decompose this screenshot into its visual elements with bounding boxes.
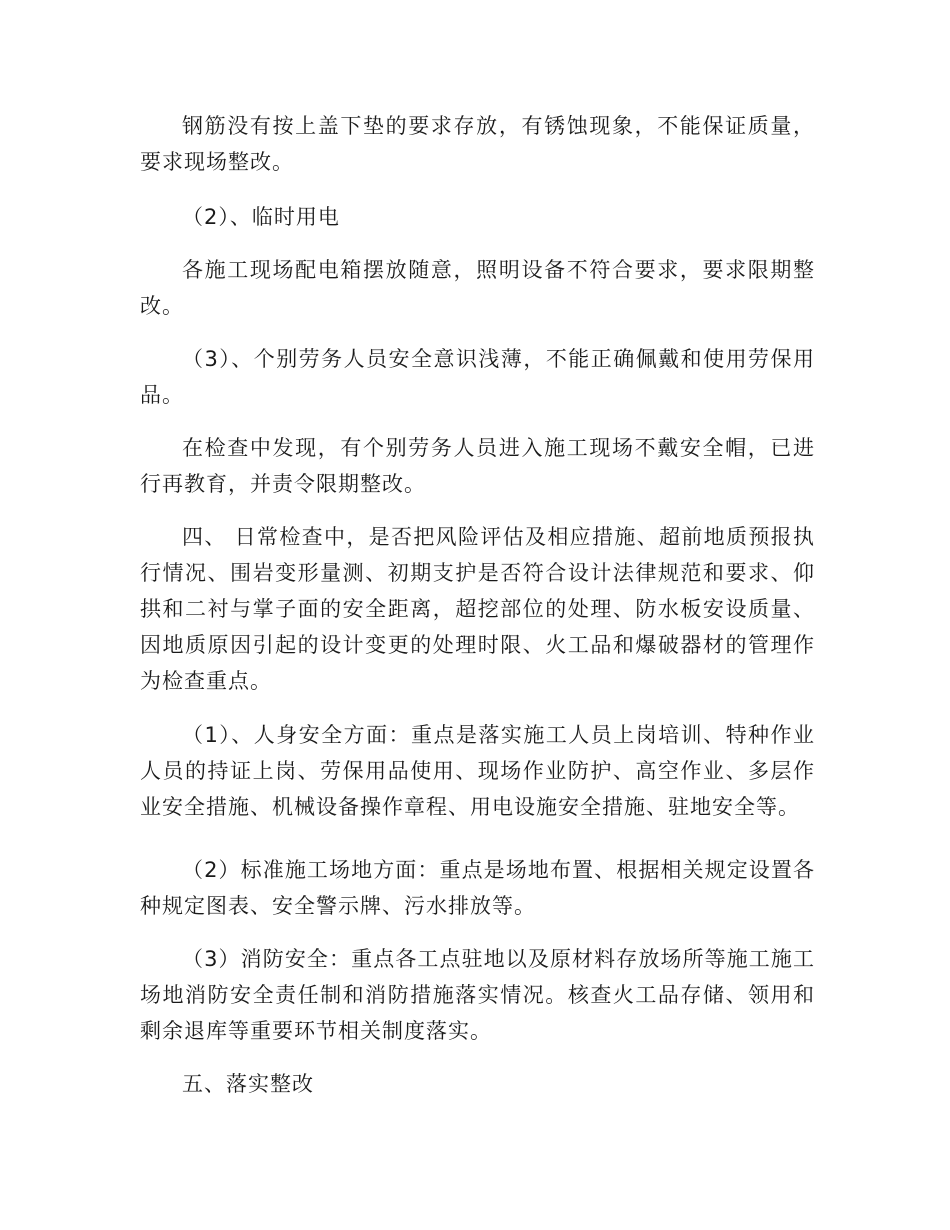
paragraph-safety-awareness: （3）、个别劳务人员安全意识浅薄，不能正确佩戴和使用劳保用品。 [140,347,815,407]
paragraph-daily-inspection: 四、 日常检查中，是否把风险评估及相应措施、超前地质预报执行情况、围岩变形量测、初期支护是否符合设计法律规范和要求、仰拱和二衬与掌子面的安全距离，超挖部位的处理、防水板安设质量、因地质原因引起的设计变更的处理时限、火工品和爆破器材的管理作为检查重点。 [140,525,815,693]
paragraph-standard-site: （2）标准施工场地方面：重点是场地布置、根据相关规定设置各种规定图表、安全警示牌、污水排放等。 [140,858,815,918]
paragraph-inspection-helmet: 在检查中发现，有个别劳务人员进入施工现场不戴安全帽，已进行再教育，并责令限期整改。 [140,436,815,496]
heading-implement-rectification: 五、落实整改 [182,1072,314,1096]
paragraph-rebar-storage: 钢筋没有按上盖下垫的要求存放，有锈蚀现象，不能保证质量，要求现场整改。 [140,114,815,174]
paragraph-fire-safety: （3）消防安全：重点各工点驻地以及原材料存放场所等施工施工场地消防安全责任制和消防措施落实情况。核查火工品存储、领用和剩余退库等重要环节相关制度落实。 [140,947,815,1043]
paragraph-personal-safety: （1）、人身安全方面：重点是落实施工人员上岗培训、特种作业人员的持证上岗、劳保用品使用、现场作业防护、高空作业、多层作业安全措施、机械设备操作章程、用电设施安全措施、驻地安全等。 [140,723,815,819]
heading-temporary-power: （2）、临时用电 [182,205,340,229]
paragraph-distribution-box: 各施工现场配电箱摆放随意，照明设备不符合要求，要求限期整改。 [140,258,815,318]
